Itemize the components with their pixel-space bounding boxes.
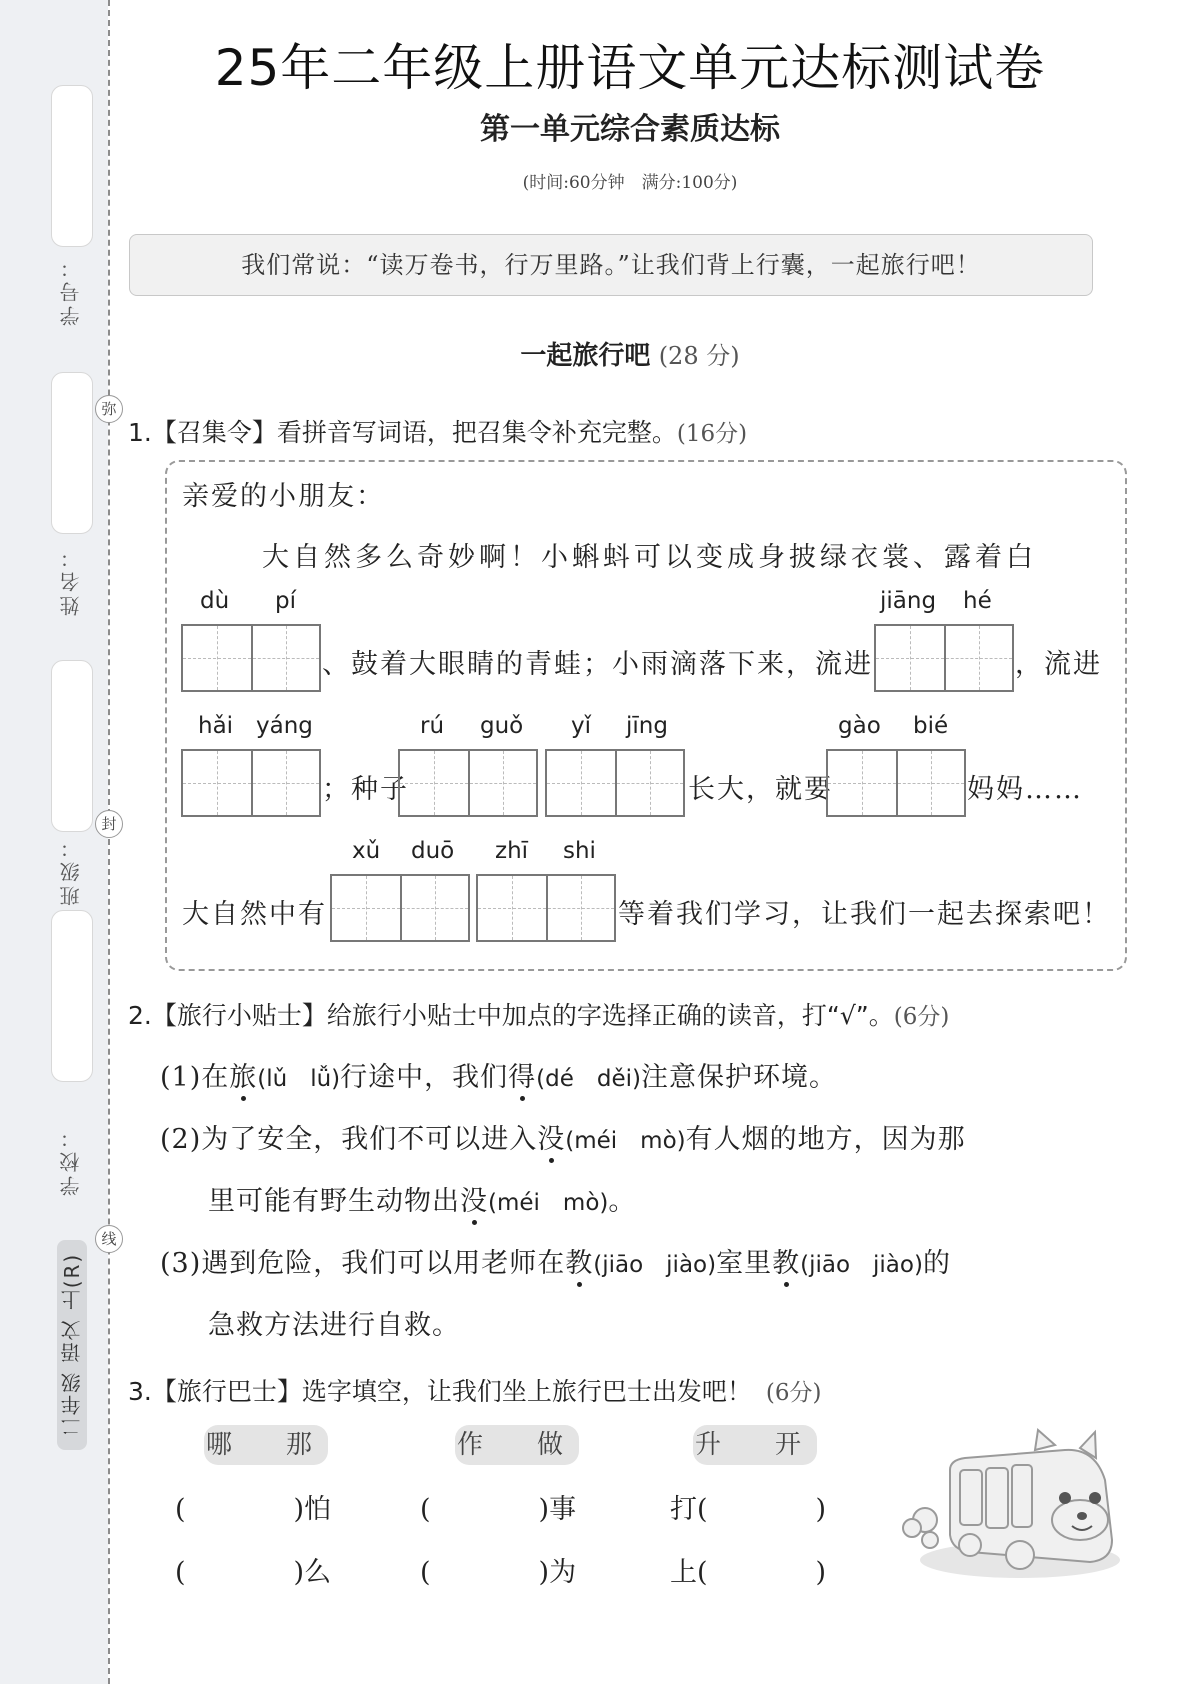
q3-points: (6分) (765, 1380, 822, 1406)
class-label: 班级： (59, 834, 83, 906)
q2-item-2-cont: 里可能有野生动物出没(méi mò)。 (208, 1186, 637, 1217)
choice-chip-zuo: 作 做 (455, 1425, 579, 1465)
school-label: 学校： (59, 1124, 83, 1196)
section-heading (130, 335, 1130, 372)
pinyin-yi: yǐ (571, 713, 592, 739)
fill-blank-pa[interactable]: ( )怕 (175, 1494, 332, 1525)
pinyin-pi: pí (275, 588, 296, 614)
grade-subject-tag: 二年级 语文 上(R) (57, 1240, 87, 1450)
answer-grid-dupi[interactable] (181, 624, 321, 692)
seal-mi: 弥 (95, 395, 123, 423)
q1-points: (16分) (676, 421, 748, 447)
pinyin-choice[interactable]: (méi mò) (488, 1190, 609, 1216)
q1-line2-mid: 、鼓着大眼睛的青蛙；小雨滴落下来，流进 (322, 649, 873, 680)
q1-line3-b: 长大，就要 (688, 774, 833, 805)
choice-chip-na: 哪 那 (204, 1425, 328, 1465)
answer-grid-ruguo[interactable] (398, 749, 538, 817)
student-id-field[interactable] (51, 85, 93, 247)
q1-tag: 【召集令】 (151, 418, 277, 447)
page-subtitle: 第一单元综合素质达标 (480, 112, 780, 147)
pinyin-ru: rú (420, 713, 445, 739)
q3-prompt: 选字填空，让我们坐上旅行巴士出发吧！ (301, 1377, 752, 1406)
dotted-char: 教 (772, 1248, 801, 1279)
q1-line4-a: 大自然中有 (182, 899, 327, 930)
fill-blank-da[interactable]: 打( ) (670, 1494, 827, 1525)
q2-title (128, 996, 949, 1032)
q2-number: 2. (128, 1001, 152, 1030)
intro-quote: 我们常说：“读万卷书，行万里路。”让我们背上行囊，一起旅行吧！ (129, 234, 1093, 296)
q2-item-1: (1)在旅(lǔ lǚ)行途中，我们得(dé děi)注意保护环境。 (160, 1062, 837, 1093)
answer-grid-gaobie[interactable] (826, 749, 966, 817)
q1-greeting: 亲爱的小朋友： (182, 481, 385, 512)
pinyin-jing: jīng (626, 713, 668, 739)
pinyin-hai: hǎi (198, 713, 234, 739)
pinyin-choice[interactable]: (lǔ lǚ) (257, 1066, 341, 1092)
pinyin-xu: xǔ (352, 838, 381, 864)
q1-line3-c: 妈妈…… (967, 774, 1083, 805)
pinyin-yang: yáng (256, 713, 313, 739)
answer-grid-jianghe[interactable] (874, 624, 1014, 692)
q2-item-3: (3)遇到危险，我们可以用老师在教(jiāo jiào)室里教(jiāo jiào)的 (160, 1248, 951, 1279)
q1-prompt: 看拼音写词语，把召集令补充完整。 (276, 418, 677, 447)
pinyin-jiang: jiāng (880, 588, 937, 614)
dotted-char: 得 (508, 1062, 537, 1093)
page-title: 25年二年级上册语文单元达标测试卷 (214, 39, 1046, 97)
answer-grid-haiyang[interactable] (181, 749, 321, 817)
q2-points: (6分) (893, 1004, 950, 1030)
answer-grid-xuduo[interactable] (330, 874, 470, 942)
dotted-char: 没 (460, 1186, 488, 1217)
q1-line1: 大自然多么奇妙啊！小蝌蚪可以变成身披绿衣裳、露着白 (262, 542, 1037, 573)
fill-blank-wei[interactable]: ( )为 (420, 1557, 577, 1588)
name-label: 姓名： (59, 544, 83, 616)
pinyin-shi: shi (563, 838, 596, 864)
answer-grid-yijing[interactable] (545, 749, 685, 817)
q1-number: 1. (128, 418, 152, 447)
pinyin-zhi: zhī (495, 838, 529, 864)
pinyin-du: dù (200, 588, 230, 614)
dotted-char: 旅 (229, 1062, 258, 1093)
exam-timing: (时间:60分钟 满分:100分) (522, 173, 738, 193)
pinyin-choice[interactable]: (dé děi) (536, 1066, 641, 1092)
pinyin-duo: duō (411, 838, 455, 864)
q2-prompt: 给旅行小贴士中加点的字选择正确的读音，打“√”。 (326, 1001, 894, 1030)
class-field[interactable] (51, 660, 93, 832)
name-field[interactable] (51, 372, 93, 534)
seal-xian: 线 (95, 1225, 123, 1253)
q3-number: 3. (128, 1377, 152, 1406)
dotted-char: 没 (537, 1124, 566, 1155)
dotted-char: 教 (565, 1248, 594, 1279)
section-points: (28 分) (658, 342, 740, 370)
q1-line4-b: 等着我们学习，让我们一起去探索吧！ (618, 899, 1111, 930)
q2-item-3-cont: 急救方法进行自救。 (208, 1310, 460, 1341)
pinyin-choice[interactable]: (jiāo jiào) (593, 1252, 717, 1278)
fill-blank-shi[interactable]: ( )事 (420, 1494, 577, 1525)
q1-line2-end: ，流进 (1015, 649, 1102, 680)
fill-blank-me[interactable]: ( )么 (175, 1557, 332, 1588)
fill-blank-shang[interactable]: 上( ) (670, 1557, 827, 1588)
pinyin-gao: gào (838, 713, 881, 739)
pinyin-choice[interactable]: (jiāo jiào) (800, 1252, 923, 1278)
school-field[interactable] (51, 910, 93, 1082)
student-id-label: 学号： (59, 254, 83, 326)
q3-tag: 【旅行巴士】 (151, 1377, 302, 1406)
seal-feng: 封 (95, 810, 123, 838)
q2-item-2: (2)为了安全，我们不可以进入没(méi mò)有人烟的地方，因为那 (160, 1124, 966, 1155)
choice-chip-sheng: 升 开 (693, 1425, 817, 1465)
section-name: 一起旅行吧 (520, 341, 651, 371)
q3-title (128, 1372, 821, 1408)
answer-grid-zhishi[interactable] (476, 874, 616, 942)
pinyin-bie: bié (913, 713, 949, 739)
pinyin-guo: guǒ (480, 713, 524, 739)
binding-margin (0, 0, 108, 1684)
q2-tag: 【旅行小贴士】 (151, 1001, 327, 1030)
pinyin-he: hé (963, 588, 992, 614)
q1-line3-a: ；种子 (322, 774, 409, 805)
pinyin-choice[interactable]: (méi mò) (565, 1128, 686, 1154)
cartoon-bus-illustration (890, 1420, 1130, 1590)
q1-title (128, 413, 747, 449)
binding-dashed-line (108, 0, 110, 1684)
